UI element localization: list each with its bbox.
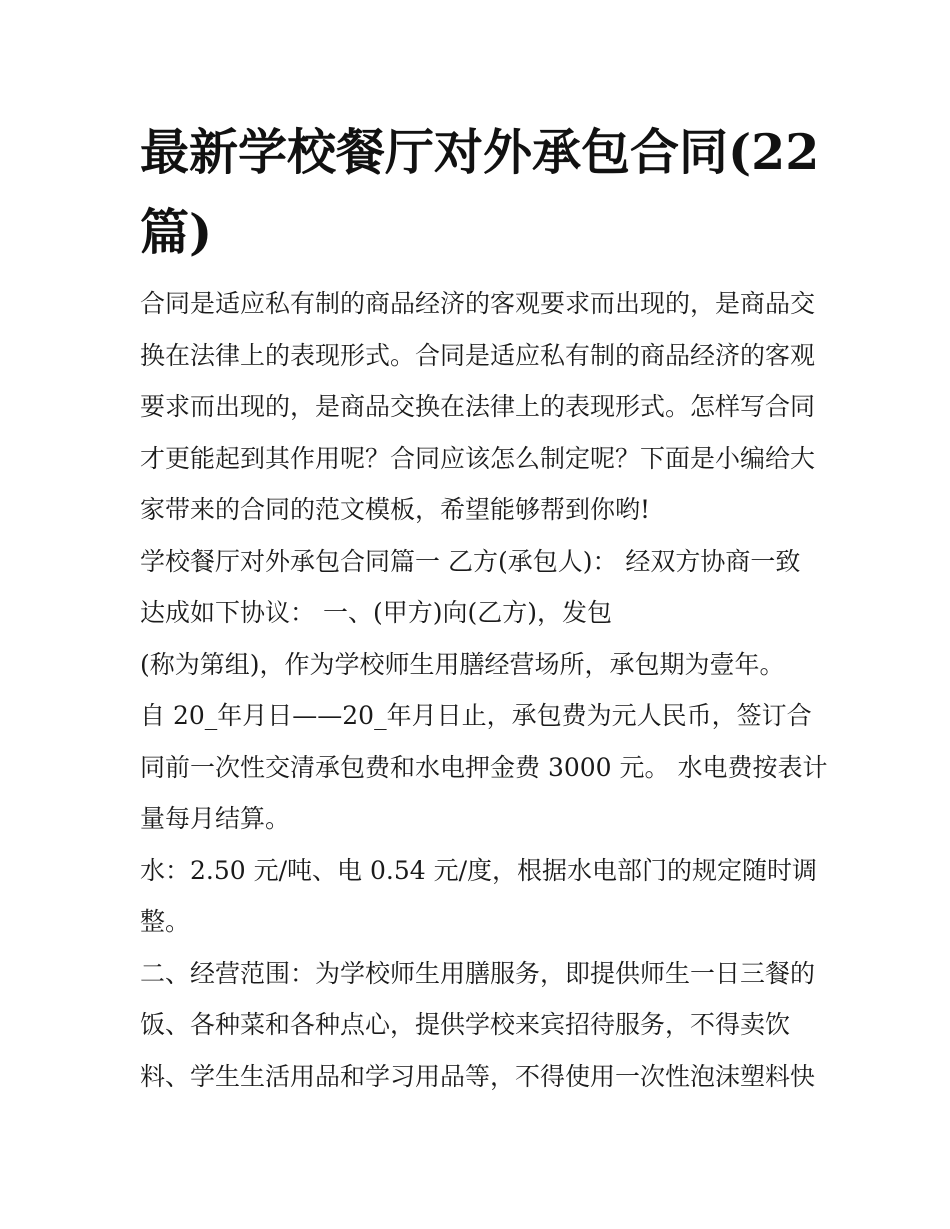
body-line: 整。 xyxy=(140,907,191,936)
document-body xyxy=(140,278,828,1102)
body-line: 换在法律上的表现形式。合同是适应私有制的商品经济的客观 xyxy=(140,340,816,370)
body-line: 要求而出现的，是商品交换在法律上的表现形式。怎样写合同 xyxy=(140,392,816,421)
body-line: 水：2.50 元/吨、电 0.54 元/度，根据水电部门的规定随时调 xyxy=(140,855,818,885)
body-line: (称为第组)，作为学校师生用膳经营场所，承包期为壹年。 xyxy=(140,649,785,679)
body-line: 达成如下协议： 一、(甲方)向(乙方)，发包 xyxy=(140,598,612,627)
body-line: 饭、各种菜和各种点心，提供学校来宾招待服务，不得卖饮 xyxy=(140,1010,791,1039)
document-title xyxy=(140,112,830,272)
body-line: 家带来的合同的范文模板，希望能够帮到你哟! xyxy=(140,495,651,524)
body-line: 料、学生生活用品和学习用品等，不得使用一次性泡沫塑料快 xyxy=(140,1061,816,1091)
body-line: 二、经营范围：为学校师生用膳服务，即提供师生一日三餐的 xyxy=(140,958,816,988)
body-line: 合同是适应私有制的商品经济的客观要求而出现的，是商品交 xyxy=(140,289,816,318)
body-line: 量每月结算。 xyxy=(140,804,291,833)
body-line: 学校餐厅对外承包合同篇一 乙方(承包人)： 经双方协商一致 xyxy=(140,546,801,576)
body-line: 才更能起到其作用呢？合同应该怎么制定呢？下面是小编给大 xyxy=(140,443,816,473)
title-line: 篇) xyxy=(140,203,213,261)
body-line: 同前一次性交清承包费和水电押金费 3000 元。 水电费按表计 xyxy=(140,752,828,782)
body-line: 自 20_年月日——20_年月日止，承包费为元人民币，签订合 xyxy=(140,701,812,730)
title-line: 最新学校餐厅对外承包合同(22 xyxy=(140,123,820,181)
